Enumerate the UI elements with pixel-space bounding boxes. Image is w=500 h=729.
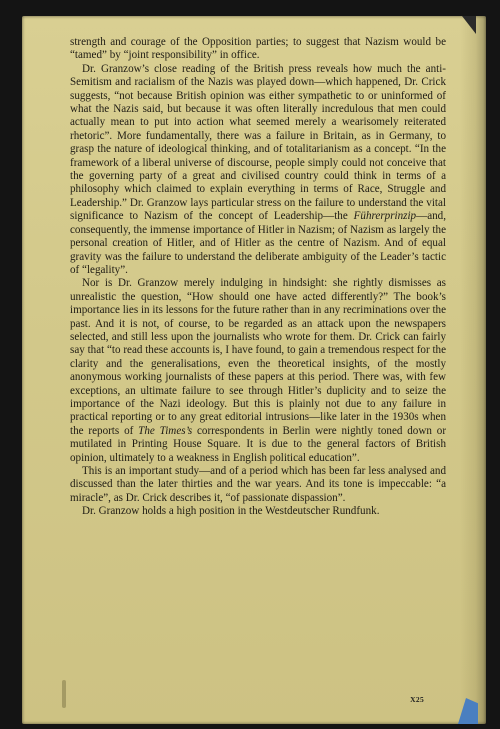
paragraph-2 (70, 63, 446, 278)
paragraph-3-part-b: correspondents in Berlin were nightly toned down or mutilated in Printing House Square. It is due to the general factors of British opinion, ultimately to a weakness in English political education”. (70, 424, 447, 464)
paragraph-3 (70, 277, 446, 465)
paper-mark (62, 680, 66, 708)
paragraph-4: This is an important study—and of a period which has been far less analysed and discussed than the later thirties and the war years. And its tone is impeccable: “a miracle”, as Dr. Crick describes it, “of passionate dispassion”. (70, 465, 446, 504)
paragraph-1: strength and courage of the Opposition parties; to suggest that Nazism would be “tamed” by “joint responsibility” in office. (70, 36, 446, 62)
paragraph-2-part-b: —and, consequently, the immense importance of Hitler in Nazism; of Nazism as largely the personal creation of Hitler, and of Hitler as the centre of Nazism. And of equal gravity was the failure to understand the deliberate ambiguity of the Leader’s tactic of “legality”. (70, 210, 446, 276)
fuhrerprinzip-term: Führerprinzip (353, 210, 417, 223)
review-text-block (70, 36, 446, 519)
paragraph-2-part-a: Dr. Granzow’s close reading of the British press reveals how much the anti-Semitism and racialism of the Nazis was played down—which happened, Dr. Crick suggests, “not because British opinion was either sympathetic to or uninformed of what the Nazis said, but because it was often literally incredulous that men could actually mean to put into action what seemed merely a wearisomely reiterated rhetoric”. More fundamentally, there was a failure in Britain, as in Germany, to grasp the nature of ideological thinking, and of totalitarianism as a concept. “In the framework of a liberal universe of discourse, people simply could not conceive that the governing party of a great and civilised country could think in terms of a philosophy which claimed to explain everything in terms of Race, Struggle and Leadership.” Dr. Granzow lays particular stress on the failure to understand the vital significance to Nazism of the concept of Leadership—the (70, 62, 446, 223)
paragraph-5: Dr. Granzow holds a high position in the Westdeutscher Rundfunk. (82, 505, 380, 518)
book-jacket-back-cover (22, 16, 486, 724)
spine-shadow (460, 16, 486, 724)
paragraph-3-part-a: Nor is Dr. Granzow merely indulging in hindsight: she rightly dismisses as unrealistic the question, “How should one have acted differently?” The book’s importance lies in its lessons for the future rather than in any recriminations over the past. And it is not, of course, to be regarded as an attack upon the newspapers selected, and still less upon the journalists who wrote for them. Dr. Crick can fairly say that “to read these accounts is, I have found, to gain a tremendous respect for the clarity and the generalisations, even the theoretical insights, of the mostly anonymous working journalists of these papers at this period. There was, with few exceptions, an ultimate failure to see through Hitler’s duplicity and to seize the importance of the Nazi ideology. But this is plainly not due to any failure in practical reporting or to any great editorial intrusions—like later in the 1930s when the reports of (70, 277, 446, 437)
price-code: X25 (410, 695, 424, 704)
the-times-title: The Times’s (138, 424, 193, 437)
